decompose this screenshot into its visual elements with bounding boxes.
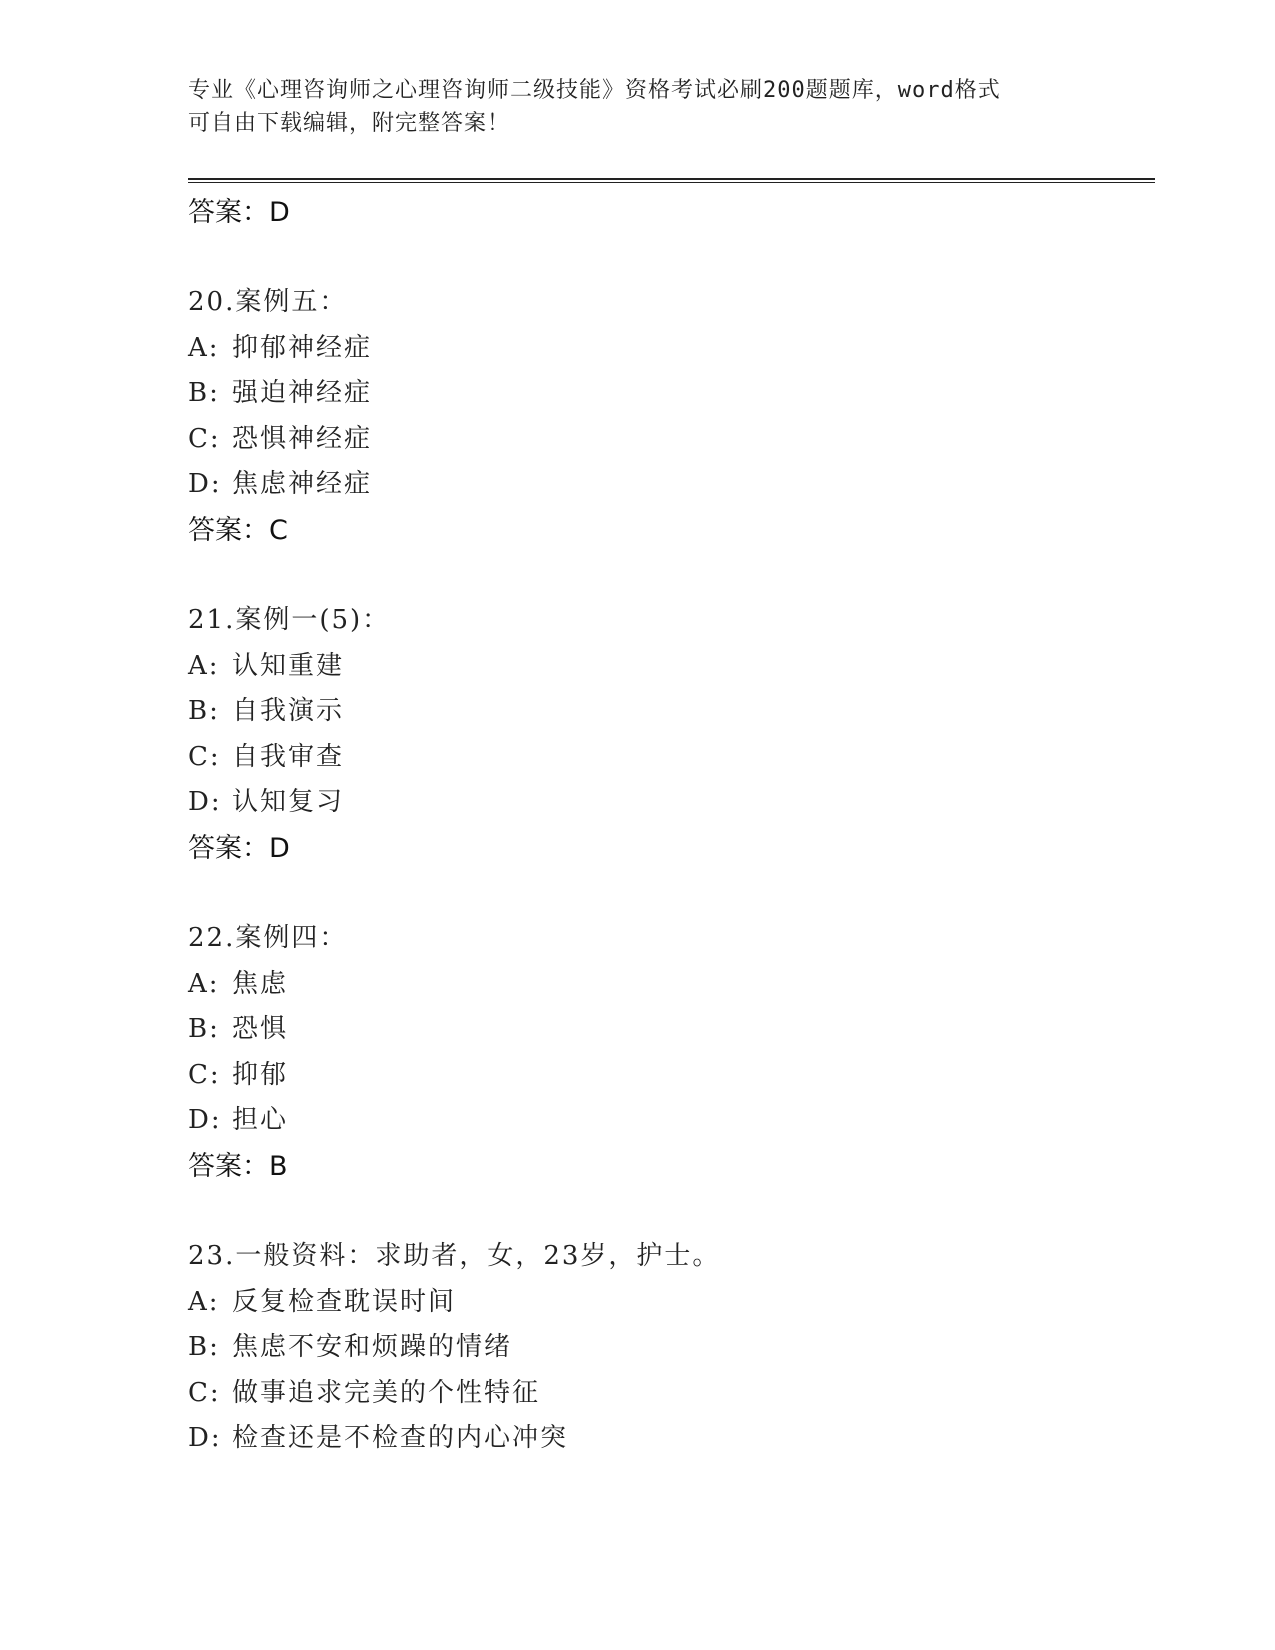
- option-item: [188, 689, 1148, 735]
- option-item: [188, 1053, 1148, 1099]
- question-block: [188, 280, 1148, 554]
- option-letter: A:: [188, 650, 220, 681]
- option-letter: A:: [188, 1286, 220, 1317]
- option-text: 焦虑: [232, 968, 289, 999]
- answer-line: [188, 508, 1148, 554]
- question-block: [188, 916, 1148, 1190]
- option-item: [188, 417, 1148, 463]
- option-letter: B:: [188, 378, 220, 409]
- question-stem: 21.案例一(5)：: [188, 604, 391, 635]
- answer-value: B: [269, 1150, 288, 1182]
- option-text: 做事追求完美的个性特征: [232, 1377, 541, 1408]
- option-letter: B:: [188, 1332, 220, 1363]
- page-header: [188, 74, 1088, 140]
- answer-value: C: [269, 514, 288, 546]
- option-item: [188, 1098, 1148, 1144]
- option-item: [188, 1371, 1148, 1417]
- option-letter: D:: [188, 469, 222, 500]
- option-text: 焦虑不安和烦躁的情绪: [232, 1332, 513, 1363]
- option-text: 反复检查耽误时间: [232, 1286, 457, 1317]
- option-item: [188, 644, 1148, 690]
- option-text: 强迫神经症: [232, 378, 373, 409]
- option-letter: A:: [188, 968, 220, 999]
- question-stem: 22.案例四：: [188, 922, 348, 953]
- option-text: 检查还是不检查的内心冲突: [232, 1423, 569, 1454]
- option-item: [188, 1416, 1148, 1462]
- answer-label: 答案：: [188, 514, 269, 546]
- option-text: 焦虑神经症: [232, 469, 373, 500]
- option-letter: C:: [188, 423, 221, 454]
- option-text: 自我审查: [232, 741, 345, 772]
- option-item: [188, 462, 1148, 508]
- header-divider: [188, 178, 1155, 183]
- option-letter: B:: [188, 696, 220, 727]
- option-item: [188, 780, 1148, 826]
- option-item: [188, 962, 1148, 1008]
- option-letter: C:: [188, 741, 221, 772]
- question-stem: 23.一般资料：求助者，女，23岁，护士。: [188, 1240, 721, 1271]
- option-letter: D:: [188, 1423, 222, 1454]
- questions-container: [188, 280, 1148, 1462]
- answer-line: [188, 190, 1148, 236]
- option-item: [188, 735, 1148, 781]
- option-letter: B:: [188, 1014, 220, 1045]
- question-block: [188, 598, 1148, 872]
- answer-line: [188, 826, 1148, 872]
- option-letter: D:: [188, 1105, 222, 1136]
- option-text: 恐惧: [232, 1014, 289, 1045]
- option-item: [188, 326, 1148, 372]
- option-text: 认知复习: [232, 787, 345, 818]
- option-item: [188, 371, 1148, 417]
- option-item: [188, 1007, 1148, 1053]
- option-item: [188, 1325, 1148, 1371]
- answer-value: D: [269, 832, 290, 864]
- answer-value: D: [269, 197, 290, 228]
- option-letter: C:: [188, 1377, 221, 1408]
- option-text: 认知重建: [232, 650, 345, 681]
- option-text: 自我演示: [232, 696, 345, 727]
- option-item: [188, 1280, 1148, 1326]
- answer-label: 答案：: [188, 832, 269, 864]
- option-letter: A:: [188, 332, 220, 363]
- option-letter: C:: [188, 1059, 221, 1090]
- option-text: 抑郁神经症: [232, 332, 373, 363]
- option-text: 恐惧神经症: [232, 423, 373, 454]
- question-stem: 20.案例五：: [188, 287, 348, 317]
- answer-line: [188, 1144, 1148, 1190]
- question-block: [188, 1234, 1148, 1462]
- question-list: [188, 190, 1148, 1462]
- answer-label: 答案：: [188, 197, 269, 228]
- option-letter: D:: [188, 787, 222, 818]
- option-text: 抑郁: [232, 1059, 289, 1090]
- answer-label: 答案：: [188, 1150, 269, 1182]
- header-line-1: 专业《心理咨询师之心理咨询师二级技能》资格考试必刷200题题库，word格式: [188, 78, 1001, 103]
- header-line-2: 可自由下载编辑，附完整答案！: [188, 111, 511, 136]
- option-text: 担心: [232, 1105, 289, 1136]
